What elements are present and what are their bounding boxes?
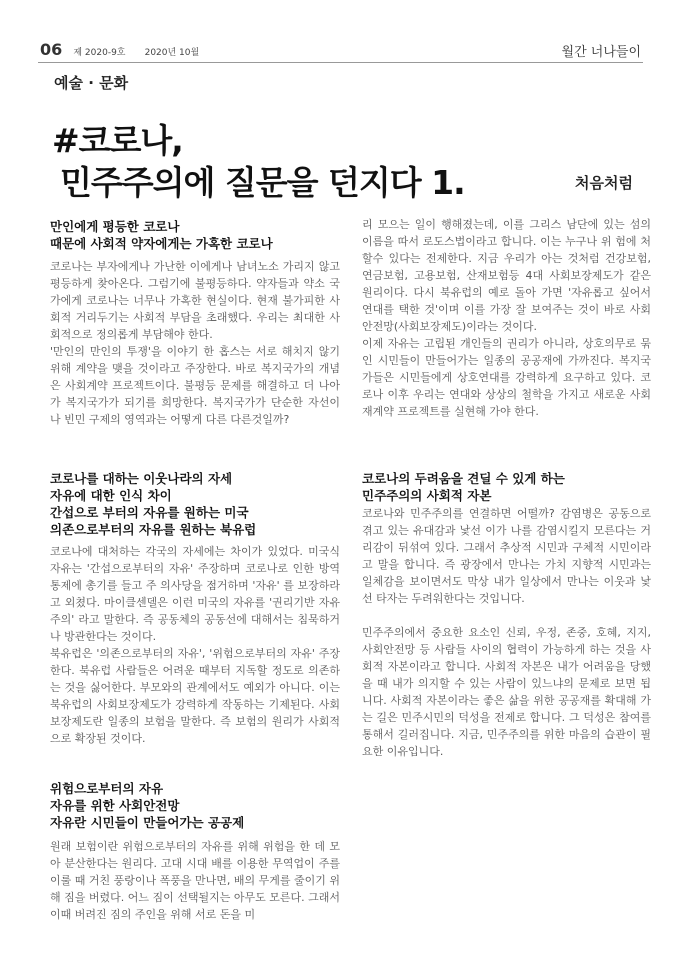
issue-date: 2020년 10월 — [144, 48, 200, 58]
header-left — [40, 40, 213, 59]
left-heading-3 — [50, 780, 340, 831]
page-number: 06 — [40, 40, 63, 59]
article-title — [52, 120, 465, 204]
heading-line: 코로나를 대하는 이웃나라의 자세 — [50, 471, 233, 486]
paragraph: 코로나와 민주주의를 연결하면 어떨까? 감염병은 공동으로 겪고 있는 유대감과 낯선 이가 나를 감염시킬지 모른다는 거리감이 뒤섞여 있다. 그래서 추상적 시민과 구체적 시민이라고 말을 합니다. 즉 광장에서 만나는 가치 지향적 시민과는 일체감을 보이면서도 막상 내가 일상에서 만나는 이웃과 낯선 타자는 두려워한다는 것입니다. — [362, 507, 651, 605]
magazine-name: 월간 너나들이 — [561, 45, 641, 60]
paragraph: 리 모으는 일이 행해졌는데, 이를 그리스 남단에 있는 섬의 이름을 따서 로도스법이라고 합니다. 이는 누구나 위 험에 처할수 있다는 전제한다. 지금 우리가 아는 것처럼 건강보험, 연금보험, 고용보험, 산재보험등 4대 사회보장제도가 같은 원리이다. 다시 북유럽의 예로 돌아 가면 '자유롭고 싶어서 연대를 택한 것'이며 이를 가장 잘 보여주는 것이 바로 사회안전망(사회보장제도)이라는 것이다. — [362, 218, 651, 333]
heading-line: 자유란 시민들이 만들어가는 공공제 — [50, 815, 245, 830]
header-divider — [38, 62, 643, 63]
paragraph: 민주주의에서 중요한 요소인 신뢰, 우정, 존중, 호혜, 지지, 사회안전망 등 사람들 사이의 협력이 가능하게 하는 것을 사회적 자본이라고 합니다. 사회적 자본은 내가 어려움을 당했을 때 내가 의지할 수 있는 사람이 있느냐의 문제로 보면 됩니다. 사회적 자본이라는 좋은 삶을 위한 공공재를 확대해 가는 길은 민주시민의 덕성을 전제로 합니다. 그 덕성은 참여를 통해서 길러집니다. 지금, 민주주의를 위한 마음의 습관이 필요한 이유입니다. — [362, 626, 651, 758]
paragraph: '만인의 만인의 투쟁'을 이야기 한 홉스는 서로 해치지 않기 위해 계약을 맺을 것이라고 주장한다. 바로 복지국가의 개념은 사회계약 프로젝트이다. 불평등 문제를 해결하고 더 나아가 복지국가가 되기를 희망한다. 복지국가가 단순한 자선이나 빈민 구제의 영역과는 어떻게 다른 다른것일까? — [50, 345, 340, 426]
left-heading-1 — [50, 218, 340, 252]
issue-number: 제 2020-9호 — [73, 48, 126, 58]
left-body-2 — [50, 543, 340, 747]
author-name: 처음처럼 — [575, 174, 633, 192]
title-line-1: #코로나, — [52, 121, 183, 160]
left-heading-2 — [50, 470, 340, 538]
heading-line: 만인에게 평등한 코로나 — [50, 219, 180, 234]
paragraph: 코로나에 대처하는 각국의 자세에는 차이가 있었다. 미국식 자유는 '간섭으로부터의 자유' 주장하며 코로나로 인한 방역 통제에 총기를 들고 주 의사당을 점거하며 '자유' 를 보장하라고 외쳤다. 마이클센델은 이런 미국의 자유를 '권리기반 자유주의' 라고 말한다. 즉 공동체의 공동선에 대해서는 침묵하거나 방관한다는 것이다. — [50, 545, 340, 643]
left-body-3 — [50, 838, 340, 923]
heading-line: 간섭으로 부터의 자유를 원하는 미국 — [50, 505, 249, 520]
heading-line: 자유를 위한 사회안전망 — [50, 798, 180, 813]
right-body-2 — [362, 505, 651, 760]
heading-line: 때문에 사회적 약자에게는 가혹한 코로나 — [50, 236, 273, 251]
left-body-1 — [50, 258, 340, 428]
right-body-1 — [362, 216, 651, 420]
heading-line: 자유에 대한 인식 차이 — [50, 488, 172, 503]
title-line-2: 민주주의에 질문을 던지다 1. — [60, 163, 465, 202]
paragraph: 이제 자유는 고립된 개인들의 권리가 아니라, 상호의무로 묶인 시민들이 만들어가는 일종의 공공재에 가까진다. 복지국가들은 시민들에게 상호연대를 강력하게 요구하고 있다. 코로나 이후 우리는 연대와 상상의 철학을 가지고 새로운 사회재계약 프로젝트를 실현해 가야 한다. — [362, 337, 651, 418]
heading-line: 코로나의 두려움을 견딜 수 있게 하는 — [362, 471, 565, 486]
heading-line: 위험으로부터의 자유 — [50, 781, 164, 796]
section-label: 예술 · 문화 — [54, 74, 129, 92]
heading-line: 민주주의의 사회적 자본 — [362, 488, 492, 503]
right-heading-2 — [362, 470, 651, 504]
heading-line: 의존으로부터의 자유를 원하는 북유럽 — [50, 522, 257, 537]
paragraph: 원래 보험이란 위험으로부터의 자유를 위해 위험을 한 데 모아 분산한다는 원리다. 고대 시대 배를 이용한 무역업이 주를 이룰 때 거친 풍랑이나 폭풍을 만나면, 배의 무게를 줄이기 위해 짐을 버렸다. 어느 짐이 선택될지는 아무도 모른다. 그래서 이때 버려진 짐의 주인을 위해 서로 돈을 미 — [50, 840, 340, 921]
paragraph: 코로나는 부자에게나 가난한 이에게나 남녀노소 가리지 않고 평등하게 찾아온다. 그럼기에 불평등하다. 약자들과 약소 국가에게 코로나는 너무나 가혹한 현실이다. 현재 불가피한 사회적 거리두기는 사회적 부담을 초래했다. 우리는 최대한 사회적으로 정의롭게 부담해야 한다. — [50, 260, 340, 341]
paragraph: 북유럽은 '의존으로부터의 자유', '위험으로부터의 자유' 주장 한다. 북유럽 사람들은 어려운 때부터 지독할 정도로 의존하는 것을 싫어한다. 부모와의 관계에서도 예외가 아니다. 이는 북유럽의 사회보장제도가 강력하게 작동하는 기제된다. 사회보장제도란 일종의 보험을 말한다. 즉 보험의 원리가 사회적으로 확장된 것이다. — [50, 647, 340, 745]
paragraph-gap — [362, 607, 651, 624]
